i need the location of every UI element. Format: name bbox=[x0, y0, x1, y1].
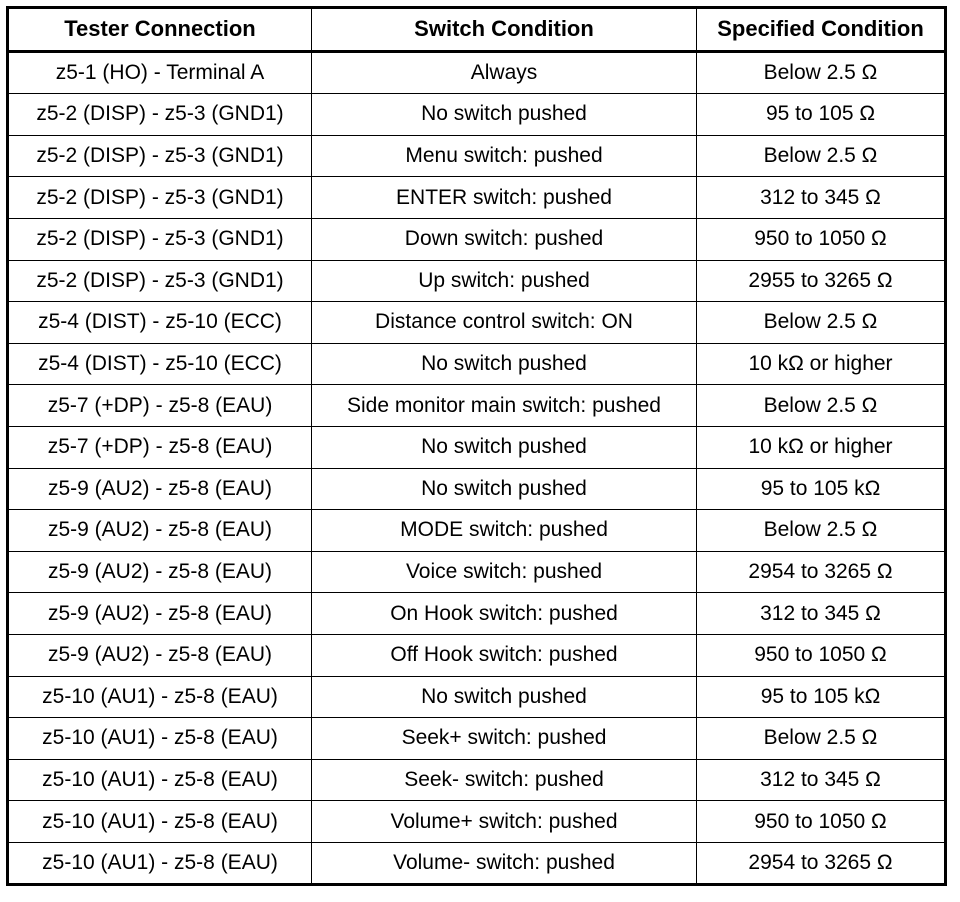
table-row bbox=[8, 468, 946, 510]
cell-tester-connection: z5-2 (DISP) - z5-3 (GND1) bbox=[8, 94, 312, 136]
table-body bbox=[8, 51, 946, 885]
cell-tester-connection: z5-10 (AU1) - z5-8 (EAU) bbox=[8, 718, 312, 760]
cell-switch-condition: Always bbox=[312, 51, 697, 94]
table-row bbox=[8, 676, 946, 718]
cell-tester-connection: z5-2 (DISP) - z5-3 (GND1) bbox=[8, 135, 312, 177]
cell-switch-condition: Down switch: pushed bbox=[312, 218, 697, 260]
cell-specified-condition: 2954 to 3265 Ω bbox=[697, 551, 946, 593]
cell-switch-condition: ENTER switch: pushed bbox=[312, 177, 697, 219]
cell-specified-condition: Below 2.5 Ω bbox=[697, 135, 946, 177]
cell-switch-condition: Off Hook switch: pushed bbox=[312, 634, 697, 676]
header-tester-connection: Tester Connection bbox=[8, 8, 312, 52]
cell-switch-condition: Voice switch: pushed bbox=[312, 551, 697, 593]
cell-tester-connection: z5-7 (+DP) - z5-8 (EAU) bbox=[8, 426, 312, 468]
cell-switch-condition: No switch pushed bbox=[312, 676, 697, 718]
cell-tester-connection: z5-2 (DISP) - z5-3 (GND1) bbox=[8, 260, 312, 302]
cell-tester-connection: z5-4 (DIST) - z5-10 (ECC) bbox=[8, 343, 312, 385]
table-row bbox=[8, 302, 946, 344]
table-row bbox=[8, 426, 946, 468]
cell-specified-condition: 10 kΩ or higher bbox=[697, 343, 946, 385]
cell-specified-condition: Below 2.5 Ω bbox=[697, 718, 946, 760]
cell-switch-condition: No switch pushed bbox=[312, 94, 697, 136]
table-row bbox=[8, 551, 946, 593]
cell-specified-condition: 2954 to 3265 Ω bbox=[697, 842, 946, 885]
cell-switch-condition: No switch pushed bbox=[312, 343, 697, 385]
cell-specified-condition: 950 to 1050 Ω bbox=[697, 634, 946, 676]
cell-switch-condition: Distance control switch: ON bbox=[312, 302, 697, 344]
cell-specified-condition: 2955 to 3265 Ω bbox=[697, 260, 946, 302]
table-row bbox=[8, 634, 946, 676]
cell-tester-connection: z5-2 (DISP) - z5-3 (GND1) bbox=[8, 177, 312, 219]
cell-specified-condition: 95 to 105 kΩ bbox=[697, 468, 946, 510]
table-row bbox=[8, 385, 946, 427]
header-specified-condition: Specified Condition bbox=[697, 8, 946, 52]
cell-switch-condition: On Hook switch: pushed bbox=[312, 593, 697, 635]
cell-switch-condition: Volume- switch: pushed bbox=[312, 842, 697, 885]
cell-specified-condition: Below 2.5 Ω bbox=[697, 51, 946, 94]
resistance-spec-table bbox=[6, 6, 947, 886]
cell-switch-condition: Seek- switch: pushed bbox=[312, 759, 697, 801]
table-row bbox=[8, 759, 946, 801]
cell-switch-condition: Up switch: pushed bbox=[312, 260, 697, 302]
cell-specified-condition: 10 kΩ or higher bbox=[697, 426, 946, 468]
table-row bbox=[8, 135, 946, 177]
cell-tester-connection: z5-10 (AU1) - z5-8 (EAU) bbox=[8, 759, 312, 801]
cell-specified-condition: Below 2.5 Ω bbox=[697, 510, 946, 552]
cell-tester-connection: z5-9 (AU2) - z5-8 (EAU) bbox=[8, 634, 312, 676]
cell-tester-connection: z5-4 (DIST) - z5-10 (ECC) bbox=[8, 302, 312, 344]
cell-tester-connection: z5-10 (AU1) - z5-8 (EAU) bbox=[8, 801, 312, 843]
table-row bbox=[8, 842, 946, 885]
table-row bbox=[8, 343, 946, 385]
cell-switch-condition: No switch pushed bbox=[312, 468, 697, 510]
cell-specified-condition: 312 to 345 Ω bbox=[697, 759, 946, 801]
cell-switch-condition: MODE switch: pushed bbox=[312, 510, 697, 552]
table-row bbox=[8, 510, 946, 552]
table-row bbox=[8, 94, 946, 136]
table-row bbox=[8, 718, 946, 760]
cell-switch-condition: Menu switch: pushed bbox=[312, 135, 697, 177]
cell-specified-condition: 312 to 345 Ω bbox=[697, 593, 946, 635]
cell-specified-condition: 950 to 1050 Ω bbox=[697, 801, 946, 843]
cell-switch-condition: Seek+ switch: pushed bbox=[312, 718, 697, 760]
table-row bbox=[8, 51, 946, 94]
header-row bbox=[8, 8, 946, 52]
cell-tester-connection: z5-9 (AU2) - z5-8 (EAU) bbox=[8, 468, 312, 510]
header-switch-condition: Switch Condition bbox=[312, 8, 697, 52]
table-row bbox=[8, 177, 946, 219]
cell-specified-condition: 950 to 1050 Ω bbox=[697, 218, 946, 260]
cell-tester-connection: z5-10 (AU1) - z5-8 (EAU) bbox=[8, 676, 312, 718]
cell-tester-connection: z5-7 (+DP) - z5-8 (EAU) bbox=[8, 385, 312, 427]
table-row bbox=[8, 593, 946, 635]
cell-tester-connection: z5-2 (DISP) - z5-3 (GND1) bbox=[8, 218, 312, 260]
table-row bbox=[8, 260, 946, 302]
cell-specified-condition: 312 to 345 Ω bbox=[697, 177, 946, 219]
cell-specified-condition: 95 to 105 Ω bbox=[697, 94, 946, 136]
cell-switch-condition: Side monitor main switch: pushed bbox=[312, 385, 697, 427]
cell-switch-condition: No switch pushed bbox=[312, 426, 697, 468]
table-row bbox=[8, 801, 946, 843]
cell-tester-connection: z5-10 (AU1) - z5-8 (EAU) bbox=[8, 842, 312, 885]
cell-switch-condition: Volume+ switch: pushed bbox=[312, 801, 697, 843]
cell-tester-connection: z5-9 (AU2) - z5-8 (EAU) bbox=[8, 551, 312, 593]
table-row bbox=[8, 218, 946, 260]
cell-tester-connection: z5-1 (HO) - Terminal A bbox=[8, 51, 312, 94]
cell-tester-connection: z5-9 (AU2) - z5-8 (EAU) bbox=[8, 510, 312, 552]
cell-specified-condition: 95 to 105 kΩ bbox=[697, 676, 946, 718]
cell-specified-condition: Below 2.5 Ω bbox=[697, 385, 946, 427]
cell-tester-connection: z5-9 (AU2) - z5-8 (EAU) bbox=[8, 593, 312, 635]
cell-specified-condition: Below 2.5 Ω bbox=[697, 302, 946, 344]
